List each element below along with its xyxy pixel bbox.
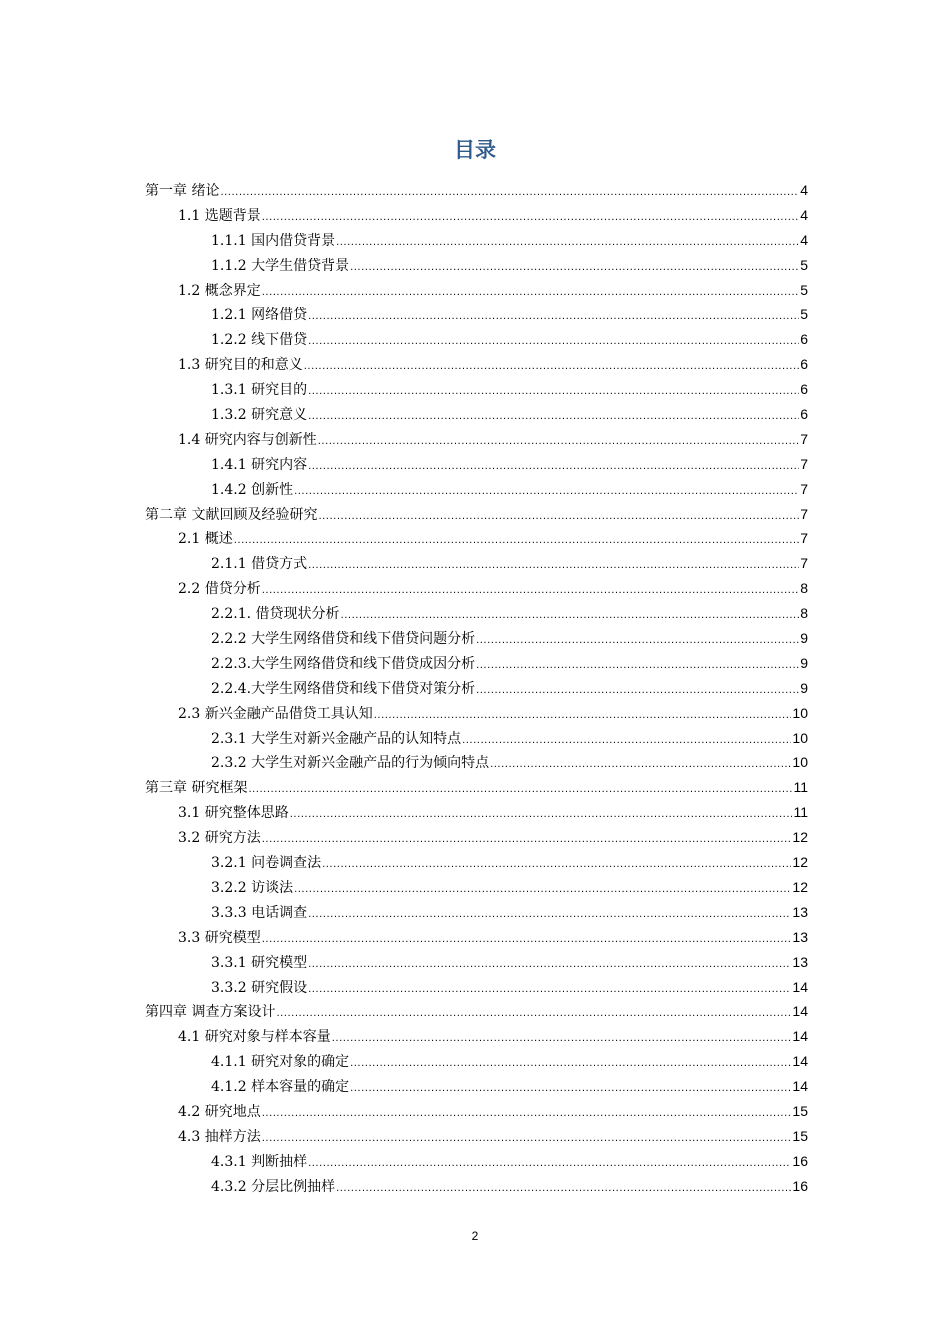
toc-entry-title: 1.4 研究内容与创新性 <box>178 431 317 448</box>
toc-dot-leader <box>476 679 799 704</box>
toc-entry-page-number: 13 <box>792 953 808 970</box>
toc-dot-leader <box>308 330 799 355</box>
toc-entry-title: 1.1.1 国内借贷背景 <box>211 232 336 249</box>
toc-entry-title: 4.1.1 研究对象的确定 <box>211 1054 350 1071</box>
toc-entry[interactable] <box>145 750 808 775</box>
toc-entry[interactable] <box>145 775 808 800</box>
toc-entry-title: 1.2 概念界定 <box>178 282 261 299</box>
toc-entry-page-number: 6 <box>800 381 808 398</box>
toc-entry-title: 3.3.2 研究假设 <box>211 979 308 996</box>
toc-dot-leader <box>308 1152 791 1177</box>
toc-dot-leader <box>294 878 791 903</box>
toc-entry[interactable] <box>145 1099 808 1124</box>
toc-entry-page-number: 7 <box>800 555 808 572</box>
toc-entry-page-number: 6 <box>800 331 808 348</box>
toc-entry-page-number: 7 <box>800 480 808 497</box>
toc-entry[interactable] <box>145 526 808 551</box>
toc-entry-page-number: 7 <box>800 505 808 522</box>
toc-dot-leader <box>262 206 799 231</box>
toc-entry[interactable] <box>145 551 808 576</box>
toc-entry-page-number: 15 <box>792 1102 808 1119</box>
toc-entry[interactable] <box>145 377 808 402</box>
toc-entry-title: 1.1 选题背景 <box>178 207 261 224</box>
toc-entry-title: 3.2 研究方法 <box>178 830 261 847</box>
toc-entry-title: 2.1.1 借贷方式 <box>211 556 308 573</box>
toc-entry-title: 3.2.2 访谈法 <box>211 879 294 896</box>
toc-dot-leader <box>476 654 799 679</box>
toc-dot-leader <box>462 729 791 754</box>
toc-entry[interactable] <box>145 601 808 626</box>
toc-dot-leader <box>336 1177 791 1202</box>
toc-entry-page-number: 12 <box>792 878 808 895</box>
toc-entry[interactable] <box>145 1149 808 1174</box>
toc-entry[interactable] <box>145 502 808 527</box>
toc-entry-page-number: 4 <box>800 231 808 248</box>
toc-entry[interactable] <box>145 825 808 850</box>
toc-dot-leader <box>308 903 791 928</box>
toc-dot-leader <box>308 978 791 1003</box>
toc-entry-title: 2.2.3.大学生网络借贷和线下借贷成因分析 <box>211 655 476 672</box>
toc-entry[interactable] <box>145 327 808 352</box>
toc-entry-title: 2.2.4.大学生网络借贷和线下借贷对策分析 <box>211 680 476 697</box>
toc-dot-leader <box>304 355 799 380</box>
toc-entry[interactable] <box>145 1074 808 1099</box>
toc-dot-leader <box>350 256 799 281</box>
toc-entry-page-number: 6 <box>800 356 808 373</box>
toc-entry-title: 4.3.1 判断抽样 <box>211 1153 308 1170</box>
toc-entry-page-number: 5 <box>800 281 808 298</box>
toc-dot-leader <box>341 604 800 629</box>
toc-entry[interactable] <box>145 452 808 477</box>
toc-entry-title: 2.3.1 大学生对新兴金融产品的认知特点 <box>211 730 462 747</box>
toc-entry-page-number: 15 <box>792 1127 808 1144</box>
toc-entry-page-number: 13 <box>792 928 808 945</box>
toc-entry[interactable] <box>145 651 808 676</box>
toc-entry-page-number: 9 <box>800 654 808 671</box>
toc-dot-leader <box>276 1002 791 1027</box>
toc-entry[interactable] <box>145 178 808 203</box>
toc-entry[interactable] <box>145 999 808 1024</box>
toc-dot-leader <box>308 305 799 330</box>
table-of-contents <box>145 178 808 1199</box>
toc-entry[interactable] <box>145 427 808 452</box>
page-number: 2 <box>471 1229 479 1243</box>
toc-entry-title: 1.4.1 研究内容 <box>211 456 308 473</box>
toc-entry-page-number: 14 <box>792 1003 808 1020</box>
toc-entry-title: 3.3 研究模型 <box>178 929 261 946</box>
toc-entry[interactable] <box>145 253 808 278</box>
toc-dot-leader <box>308 405 799 430</box>
toc-entry-title: 2.1 概述 <box>178 531 233 548</box>
toc-entry-title: 2.2.1. 借贷现状分析 <box>211 606 340 623</box>
toc-entry-title: 4.1 研究对象与样本容量 <box>178 1029 331 1046</box>
toc-entry-page-number: 12 <box>792 829 808 846</box>
toc-entry-page-number: 14 <box>792 1078 808 1095</box>
toc-entry-title: 第四章 调查方案设计 <box>145 1004 276 1021</box>
toc-entry-title: 3.1 研究整体思路 <box>178 805 289 822</box>
toc-dot-leader <box>262 1127 792 1152</box>
toc-entry-title: 4.3 抽样方法 <box>178 1128 261 1145</box>
toc-entry-page-number: 14 <box>792 1028 808 1045</box>
toc-entry[interactable] <box>145 1024 808 1049</box>
toc-entry-title: 1.2.1 网络借贷 <box>211 307 308 324</box>
toc-dot-leader <box>350 1077 791 1102</box>
toc-dot-leader <box>476 629 799 654</box>
toc-dot-leader <box>332 1027 792 1052</box>
toc-dot-leader <box>490 753 791 778</box>
toc-entry[interactable] <box>145 302 808 327</box>
toc-entry[interactable] <box>145 701 808 726</box>
toc-entry[interactable] <box>145 925 808 950</box>
toc-dot-leader <box>336 231 799 256</box>
toc-entry-title: 1.3 研究目的和意义 <box>178 357 303 374</box>
toc-entry-title: 3.3.1 研究模型 <box>211 954 308 971</box>
toc-entry-page-number: 10 <box>792 704 808 721</box>
toc-entry-title: 第三章 研究框架 <box>145 780 248 797</box>
toc-dot-leader <box>374 704 792 729</box>
toc-entry[interactable] <box>145 1049 808 1074</box>
toc-entry[interactable] <box>145 1174 808 1199</box>
toc-entry-page-number: 9 <box>800 679 808 696</box>
toc-dot-leader <box>262 1102 792 1127</box>
toc-entry[interactable] <box>145 850 808 875</box>
toc-entry[interactable] <box>145 975 808 1000</box>
toc-entry-title: 4.2 研究地点 <box>178 1103 261 1120</box>
toc-entry-title: 1.2.2 线下借贷 <box>211 332 308 349</box>
toc-entry-title: 第二章 文献回顾及经验研究 <box>145 506 318 523</box>
toc-entry-title: 2.2 借贷分析 <box>178 581 261 598</box>
toc-entry-title: 2.3 新兴金融产品借贷工具认知 <box>178 705 373 722</box>
toc-entry[interactable] <box>145 676 808 701</box>
toc-dot-leader <box>350 1052 791 1077</box>
toc-entry[interactable] <box>145 477 808 502</box>
toc-entry-title: 1.3.1 研究目的 <box>211 382 308 399</box>
toc-dot-leader <box>290 803 793 828</box>
toc-dot-leader <box>262 579 799 604</box>
toc-entry-page-number: 11 <box>793 804 808 821</box>
toc-dot-leader <box>294 480 799 505</box>
toc-entry-page-number: 9 <box>800 630 808 647</box>
toc-entry-title: 3.2.1 问卷调查法 <box>211 855 322 872</box>
toc-entry-page-number: 11 <box>793 779 808 796</box>
toc-entry[interactable] <box>145 203 808 228</box>
toc-entry-page-number: 10 <box>792 754 808 771</box>
toc-entry-title: 3.3.3 电话调查 <box>211 904 308 921</box>
toc-entry[interactable] <box>145 875 808 900</box>
toc-entry-title: 2.2.2 大学生网络借贷和线下借贷问题分析 <box>211 631 476 648</box>
toc-entry-page-number: 12 <box>792 854 808 871</box>
toc-entry-page-number: 7 <box>800 455 808 472</box>
toc-entry-title: 2.3.2 大学生对新兴金融产品的行为倾向特点 <box>211 755 490 772</box>
toc-entry-page-number: 16 <box>792 1152 808 1169</box>
toc-entry[interactable] <box>145 950 808 975</box>
toc-entry-page-number: 8 <box>800 580 808 597</box>
toc-entry-title: 1.3.2 研究意义 <box>211 407 308 424</box>
toc-entry-title: 1.4.2 创新性 <box>211 481 294 498</box>
toc-dot-leader <box>262 281 799 306</box>
toc-entry-page-number: 13 <box>792 903 808 920</box>
toc-dot-leader <box>308 953 791 978</box>
toc-dot-leader <box>262 828 792 853</box>
toc-entry[interactable] <box>145 228 808 253</box>
toc-dot-leader <box>234 529 799 554</box>
toc-entry[interactable] <box>145 726 808 751</box>
toc-entry[interactable] <box>145 402 808 427</box>
toc-entry-page-number: 10 <box>792 729 808 746</box>
toc-title: 目录 <box>454 138 496 162</box>
toc-entry-page-number: 5 <box>800 256 808 273</box>
toc-entry[interactable] <box>145 278 808 303</box>
toc-entry-title: 4.3.2 分层比例抽样 <box>211 1178 336 1195</box>
toc-dot-leader <box>318 430 799 455</box>
toc-entry[interactable] <box>145 352 808 377</box>
toc-entry-page-number: 16 <box>792 1177 808 1194</box>
toc-entry[interactable] <box>145 1124 808 1149</box>
toc-dot-leader <box>308 380 799 405</box>
toc-entry-title: 4.1.2 样本容量的确定 <box>211 1079 350 1096</box>
toc-dot-leader <box>262 928 792 953</box>
toc-entry-page-number: 6 <box>800 406 808 423</box>
toc-dot-leader <box>308 554 799 579</box>
toc-dot-leader <box>318 505 799 530</box>
toc-entry[interactable] <box>145 800 808 825</box>
toc-entry[interactable] <box>145 900 808 925</box>
toc-entry-title: 第一章 绪论 <box>145 183 220 199</box>
toc-entry-page-number: 14 <box>792 1053 808 1070</box>
toc-entry[interactable] <box>145 626 808 651</box>
toc-entry-page-number: 7 <box>800 530 808 547</box>
toc-entry-page-number: 5 <box>800 306 808 323</box>
toc-dot-leader <box>308 455 799 480</box>
toc-dot-leader <box>248 778 792 803</box>
toc-entry-page-number: 14 <box>792 978 808 995</box>
toc-dot-leader <box>322 853 791 878</box>
toc-entry-page-number: 4 <box>800 206 808 223</box>
toc-entry-page-number: 4 <box>800 182 808 198</box>
toc-dot-leader <box>220 181 799 206</box>
toc-entry-page-number: 7 <box>800 430 808 447</box>
toc-entry[interactable] <box>145 576 808 601</box>
toc-entry-page-number: 8 <box>800 605 808 622</box>
toc-entry-title: 1.1.2 大学生借贷背景 <box>211 257 350 274</box>
